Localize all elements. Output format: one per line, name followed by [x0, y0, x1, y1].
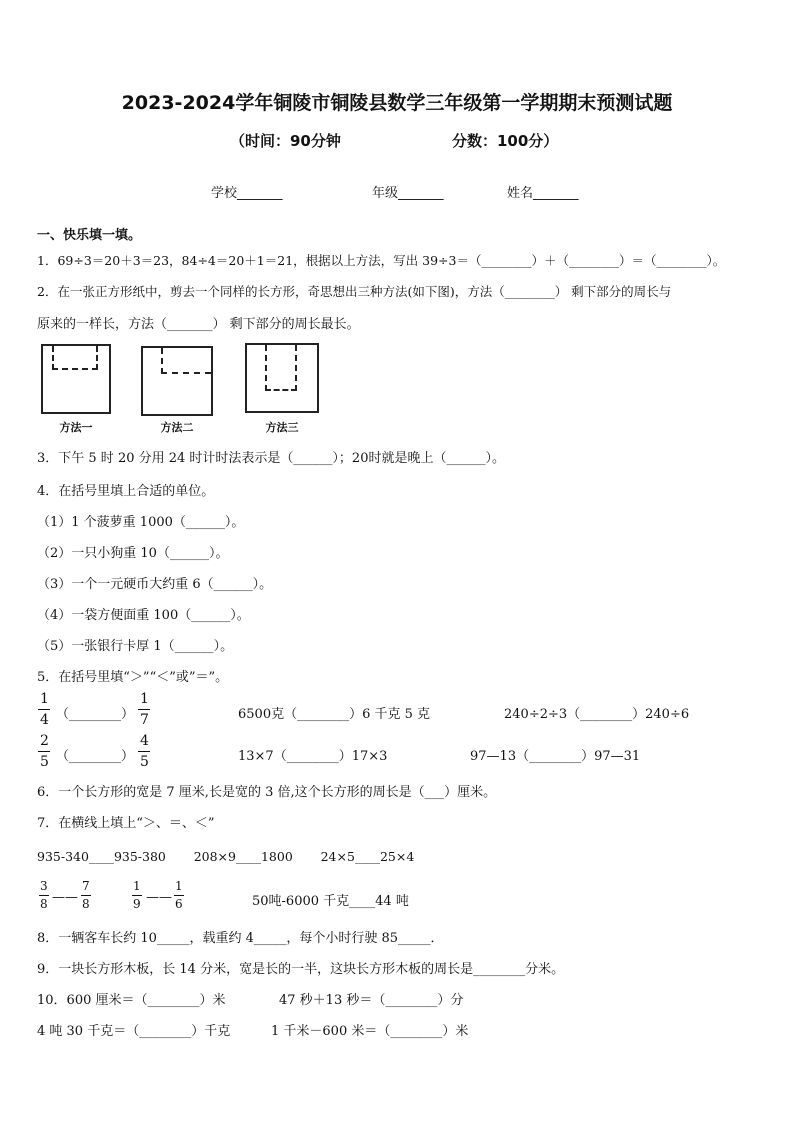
fraction-1-9: [131, 880, 143, 911]
question-4-item: （1）1 个菠萝重 1000（______）。: [37, 515, 245, 530]
question-6: 6．一个长方形的宽是 7 厘米,长是宽的 3 倍,这个长方形的周长是（___）厘米。: [37, 785, 497, 800]
numerator: 7: [82, 879, 90, 893]
question-10-d: 1 千米－600 米＝（________）米: [271, 1024, 469, 1039]
fraction-1-7: [138, 691, 151, 728]
question-2-line1: 2．在一张正方形纸中，剪去一个同样的长方形，奇思想出三种方法(如下图)，方法（________） 剩下部分的周长与: [37, 284, 672, 299]
denominator: 7: [140, 712, 149, 728]
fraction-3-8: [38, 880, 50, 911]
fraction-4-5: [138, 733, 151, 770]
answer-line: ——: [52, 890, 78, 905]
figure-2-cutout: [161, 348, 211, 374]
figure-method-2: [141, 346, 213, 416]
question-4-stem: 4．在括号里填上合适的单位。: [37, 484, 215, 499]
answer-blank: （________）: [56, 707, 135, 722]
figure-method-3: [245, 343, 319, 413]
question-10-c: 4 吨 30 千克＝（________）千克: [37, 1024, 231, 1039]
question-7-stem: 7．在横线上填上“＞、＝、＜”: [37, 816, 215, 831]
question-9: 9．一块长方形木板，长 14 分米，宽是长的一半，这块长方形木板的周长是________分米。: [37, 962, 565, 977]
compare-mass: 6500克（________）6 千克 5 克: [238, 707, 431, 722]
compare-subtraction: 97—13（________）97—31: [470, 749, 641, 764]
answer-line: ——: [146, 890, 172, 905]
question-8: 8．一辆客车长约 10_____，载重约 4_____，每个小时行驶 85_____．: [37, 931, 444, 946]
denominator: 4: [40, 712, 49, 728]
figure-3-cutout: [265, 345, 297, 391]
fraction-1-6: [173, 880, 185, 911]
numerator: 4: [140, 733, 149, 749]
question-1: 1．69÷3＝20＋3＝23，84÷4＝20＋1＝21，根据以上方法，写出 39÷3＝（________）＋（________）＝（________）。: [37, 253, 726, 268]
numerator: 1: [40, 691, 49, 707]
numerator: 1: [175, 879, 183, 893]
question-4-item: （4）一袋方便面重 100（______）。: [37, 608, 250, 623]
question-7-row1: 935-340____935-380 208×9____1800 24×5____25×4: [37, 849, 415, 864]
caption-method-1: 方法一: [59, 421, 93, 434]
denominator: 6: [175, 897, 183, 911]
exam-time: （时间：90分钟: [230, 132, 341, 150]
school-field: 学校_______: [211, 186, 283, 201]
numerator: 1: [140, 691, 149, 707]
question-10-b: 47 秒＋13 秒＝（________）分: [279, 993, 464, 1008]
numerator: 2: [40, 733, 49, 749]
section-heading: 一、快乐填一填。: [37, 228, 142, 243]
fraction-1-4: [38, 691, 51, 728]
name-field: 姓名_______: [507, 186, 579, 201]
exam-score: 分数：100分）: [452, 132, 559, 150]
denominator: 8: [40, 897, 48, 911]
denominator: 8: [82, 897, 90, 911]
numerator: 3: [40, 879, 48, 893]
figure-1-cutout: [52, 346, 98, 370]
question-2-line2: 原来的一样长，方法（_______） 剩下部分的周长最长。: [37, 317, 360, 332]
page-title: 2023-2024学年铜陵市铜陵县数学三年级第一学期期末预测试题: [121, 92, 673, 114]
fraction-7-8: [80, 880, 92, 911]
denominator: 5: [140, 754, 149, 770]
answer-blank: （________）: [56, 749, 135, 764]
numerator: 1: [133, 879, 141, 893]
question-4-item: （3）一个一元硬币大约重 6（______）。: [37, 577, 273, 592]
question-10-a: 10．600 厘米＝（________）米: [37, 993, 226, 1008]
compare-tonnes: 50吨-6000 千克____44 吨: [252, 894, 409, 909]
compare-division: 240÷2÷3（________）240÷6: [504, 707, 690, 722]
question-5-stem: 5．在括号里填“＞”“＜”或”＝”。: [37, 670, 229, 685]
question-3: 3．下午 5 时 20 分用 24 时计时法表示是（______）；20时就是晚上（______）。: [37, 451, 505, 466]
caption-method-3: 方法三: [265, 421, 299, 434]
caption-method-2: 方法二: [160, 421, 194, 434]
compare-product: 13×7（________）17×3: [238, 749, 388, 764]
question-4-item: （5）一张银行卡厚 1（______）。: [37, 639, 234, 654]
denominator: 5: [40, 754, 49, 770]
figure-method-1: [41, 344, 111, 414]
question-4-item: （2）一只小狗重 10（______）。: [37, 546, 229, 561]
grade-field: 年级_______: [372, 186, 444, 201]
fraction-2-5: [38, 733, 51, 770]
denominator: 9: [133, 897, 141, 911]
